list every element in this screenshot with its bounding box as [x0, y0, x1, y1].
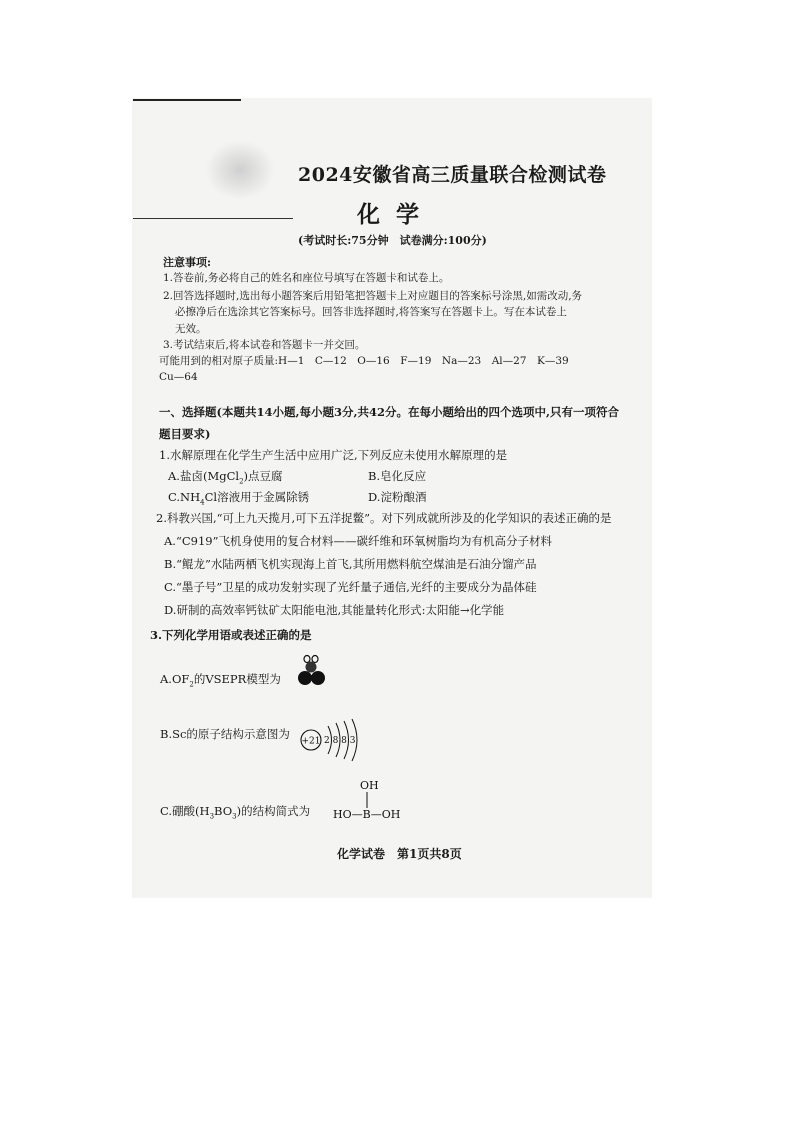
q3-a-text: A.OF — [160, 672, 190, 686]
q1-c-text: C.NH — [168, 490, 201, 504]
note-item-2b: 必擦净后在选涂其它答案标号。回答非选择题时,将答案写在答题卡上。写在本试卷上 — [175, 306, 567, 318]
formula-oh-top: OH — [360, 779, 379, 792]
note-item-2a: 2.回答选择题时,选出每小题答案后用铅笔把答题卡上对应题目的答案标号涂黑,如需改动,务 — [163, 290, 583, 302]
q3-stem: 3.下列化学用语或表述正确的是 — [150, 628, 312, 642]
q3-a-text-post: 的VSEPR模型为 — [193, 672, 281, 686]
q2-option-d: D.研制的高效率钙钛矿太阳能电池,其能量转化形式:太阳能→化学能 — [164, 603, 505, 617]
note-item-2c: 无效。 — [175, 323, 207, 335]
q1-a-text: A.盐卤(MgCl — [168, 469, 240, 483]
q3-c-sub1: 3 — [209, 812, 215, 821]
atomic-structure-diagram — [298, 718, 364, 762]
q1-option-c — [168, 489, 309, 506]
note-item-3: 3.考试结束后,将本试卷和答题卡一并交回。 — [163, 339, 366, 351]
page-footer: 化学试卷 第1页共8页 — [337, 847, 462, 861]
q1-option-b: B.皂化反应 — [368, 469, 427, 483]
q2-stem: 2.科教兴国,“可上九天揽月,可下五洋捉鳖”。对下列成就所涉及的化学知识的表述正确的是 — [156, 511, 612, 525]
boric-acid-formula — [325, 778, 415, 824]
ligand-atom-left — [298, 671, 312, 685]
q2-option-b: B.“鲲龙”水陆两栖飞机实现海上首飞,其所用燃料航空煤油是石油分馏产品 — [164, 557, 537, 571]
q1-a-text-post: )点豆腐 — [243, 469, 283, 483]
section-heading: 一、选择题(本题共14小题,每小题3分,共42分。在每小题给出的四个选项中,只有一项符合 — [159, 405, 619, 419]
q2-option-a: A.“C919”飞机身使用的复合材料——碳纤维和环氧树脂均为有机高分子材料 — [164, 534, 552, 548]
q1-option-d: D.淀粉酿酒 — [368, 490, 427, 504]
q3-c-text: C.硼酸(H — [160, 804, 210, 818]
formula-main-line: HO—B—OH — [333, 808, 401, 821]
q3-c-text-post: )的结构简式为 — [236, 804, 311, 818]
notes-heading: 注意事项: — [163, 256, 212, 269]
nucleus-charge: +21 — [301, 736, 321, 747]
q1-c-text-post: Cl溶液用于金属除锈 — [204, 490, 310, 504]
scan-shadow — [205, 140, 275, 200]
lone-pair-right — [312, 656, 318, 663]
q3-c-sub2: 3 — [232, 812, 237, 821]
section-heading-cont: 题目要求) — [159, 427, 211, 441]
binding-rule — [133, 218, 293, 219]
q3-a-sub: 2 — [189, 680, 194, 689]
q1-c-sub: 4 — [200, 498, 205, 507]
q3-option-b: B.Sc的原子结构示意图为 — [160, 727, 290, 741]
q1-a-sub: 2 — [239, 477, 244, 486]
q3-option-a — [160, 671, 281, 688]
lone-pair-left — [304, 656, 310, 663]
note-item-1: 1.答卷前,务必将自己的姓名和座位号填写在答题卡和试卷上。 — [163, 272, 450, 284]
q3-option-c — [160, 803, 310, 820]
q1-stem: 1.水解原理在化学生产生活中应用广泛,下列反应未使用水解原理的是 — [159, 448, 508, 462]
atomic-mass-line-2: Cu—64 — [159, 371, 198, 383]
q1-option-a — [168, 468, 283, 485]
q2-option-c: C.“墨子号”卫星的成功发射实现了光纤量子通信,光纤的主要成分为晶体硅 — [164, 580, 537, 594]
electron-counts: 2 8 8 3 — [324, 736, 356, 746]
vsepr-model-figure — [296, 654, 328, 688]
central-atom — [306, 662, 317, 673]
exam-info: (考试时长:75分钟 试卷满分:100分) — [298, 234, 487, 247]
subject-title: 化学 — [357, 201, 435, 228]
ligand-atom-right — [311, 671, 325, 685]
top-rule — [133, 99, 241, 101]
exam-title: 2024安徽省高三质量联合检测试卷 — [298, 164, 607, 186]
q3-c-text-mid: BO — [214, 804, 233, 818]
atomic-mass-line-1: 可能用到的相对原子质量:H—1 C—12 O—16 F—19 Na—23 Al—27 K—39 — [159, 355, 569, 367]
